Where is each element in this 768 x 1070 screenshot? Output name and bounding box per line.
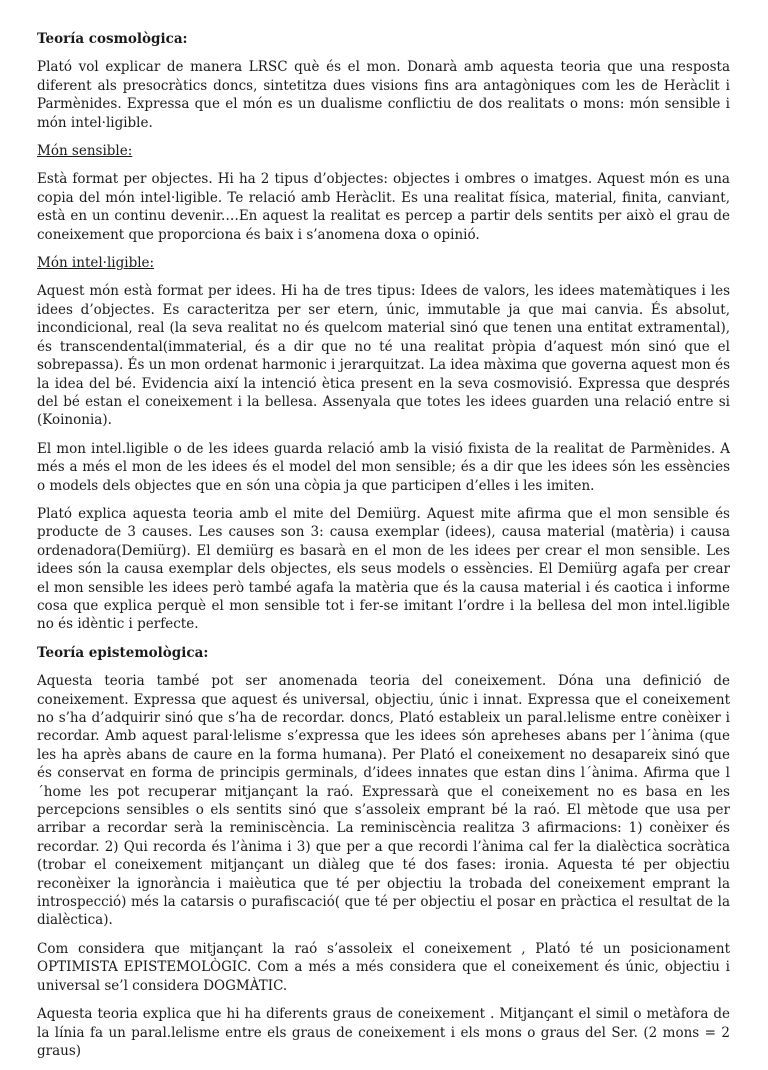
- subheading-intelligible-world: Món intel·ligible:: [37, 255, 155, 272]
- document-page: [37, 30, 730, 1070]
- paragraph-relation-parmenides: El mon intel.ligible o de les idees guarda relació amb la visió fixista de la realitat de Parmènides. A més a més el mon de les idees és el model del mon sensible; és a dir que les idees són les essències o models dels objectes que en són una còpia ja que participen d’elles i les imiten.: [37, 440, 730, 494]
- paragraph-optimism: Com considera que mitjançant la raó s’assoleix el coneixement , Plató té un posicionament OPTIMISTA EPISTEMOLÒGIC. Com a més a més considera que el coneixement és únic, objectiu i universal se’l considera DOGMÀTIC.: [37, 940, 730, 994]
- paragraph-intro: Plató vol explicar de manera LRSC què és el mon. Donarà amb aquesta teoria que una resposta diferent als presocràtics doncs, sintetitza dues visions fins ara antagòniques com les de Heràclit i Parmènides. Expressa que el món es un dualisme conflictiu de dos realitats o mons: món sensible i món intel·ligible.: [37, 59, 730, 131]
- paragraph-intelligible-world: Aquest món està format per idees. Hi ha de tres tipus: Idees de valors, les idees matemàtiques i les idees d’objectes. Es caracteritza per ser etern, únic, immutable ja que mai canvia. És absolut, incondicional, real (la seva realitat no és quelcom material sinó que tenen una entitat extramental), és transcendental(immaterial, és a dir que no té una realitat pròpia d’aquest món sinó que el sobrepassa). És un mon ordenat harmonic i jerarquitzat. La idea màxima que governa aquest mon és la idea del bé. Evidencia així la intenció ètica present en la seva cosmovisió. Expressa que després del bé estan el coneixement i la bellesa. Assenyala que totes les idees guarden una relació entre si (Koinonia).: [37, 283, 730, 429]
- subheading-sensible-world: Món sensible:: [37, 143, 133, 160]
- paragraph-demiurge-myth: Plató explica aquesta teoria amb el mite del Demiürg. Aquest mite afirma que el mon sensible és producte de 3 causes. Les causes son 3: causa exemplar (idees), causa material (matèria) i causa ordenadora(Demiürg). El demiürg es basarà en el mon de les idees per crear el mon sensible. Les idees són la causa exemplar dels objectes, els seus models o essències. El Demiürg agafa per crear el mon sensible les idees però també agafa la matèria que és la causa material i és caotica i informe cosa que explica perquè el mon sensible tot i fer-se imitant l’ordre i la bellesa del mon intel.ligible no és idèntic i perfecte.: [37, 505, 730, 633]
- paragraph-epistemology: Aquesta teoria també pot ser anomenada teoria del coneixement. Dóna una definició de coneixement. Expressa que aquest és universal, objectiu, únic i innat. Expressa que el coneixement no s’ha d’adquirir sinó que s’ha de recordar. doncs, Plató estableix un paral.lelisme entre conèixer i recordar. Amb aquest paral·lelisme s’expressa que les idees són apreheses abans per l´ànima (que les ha après abans de caure en la forma humana). Per Plató el coneixement no desapareix sinó que és conservat en forma de principis germinals, d’idees innates que estan dins l´ànima. Afirma que l´home les pot recuperar mitjançant la raó. Expressarà que el coneixement no es basa en les percepcions sensibles o els sentits sinó que s’assoleix emprant bé la raó. El mètode que usa per arribar a recordar serà la reminiscència. La reminiscència realitza 3 afirmacions: 1) conèixer és recordar. 2) Qui recorda és l’ànima i 3) que per a que recordi l’ànima cal fer la dialèctica socràtica (trobar el coneixement mitjançant un diàleg que té dos fases: ironia. Aquesta té per objectiu reconèixer la ignorància i maièutica que té per objectiu la trobada del coneixement emprant la introspecció) més la catarsis o purafiscació( que té per objectiu el posar en pràctica el resultat de la dialèctica).: [37, 673, 730, 929]
- paragraph-sensible-world: Està format per objectes. Hi ha 2 tipus d’objectes: objectes i ombres o imatges. Aquest món es una copia del món intel·ligible. Te relació amb Heràclit. Es una realitat física, material, finita, canviant, està en un continu devenir.…En aquest la realitat es percep a partir dels sentits per això el grau de coneixement que proporciona és baix i s’anomena doxa o opinió.: [37, 171, 730, 243]
- heading-cosmological-theory: Teoría cosmològica:: [37, 31, 188, 47]
- heading-epistemological-theory: Teoría epistemològica:: [37, 644, 209, 661]
- paragraph-degrees-of-knowledge: Aquesta teoria explica que hi ha diferents graus de coneixement . Mitjançant el simil o metàfora de la línia fa un paral.lelisme entre els graus de coneixement i els mons o graus del Ser. (2 mons = 2 graus): [37, 1006, 730, 1059]
